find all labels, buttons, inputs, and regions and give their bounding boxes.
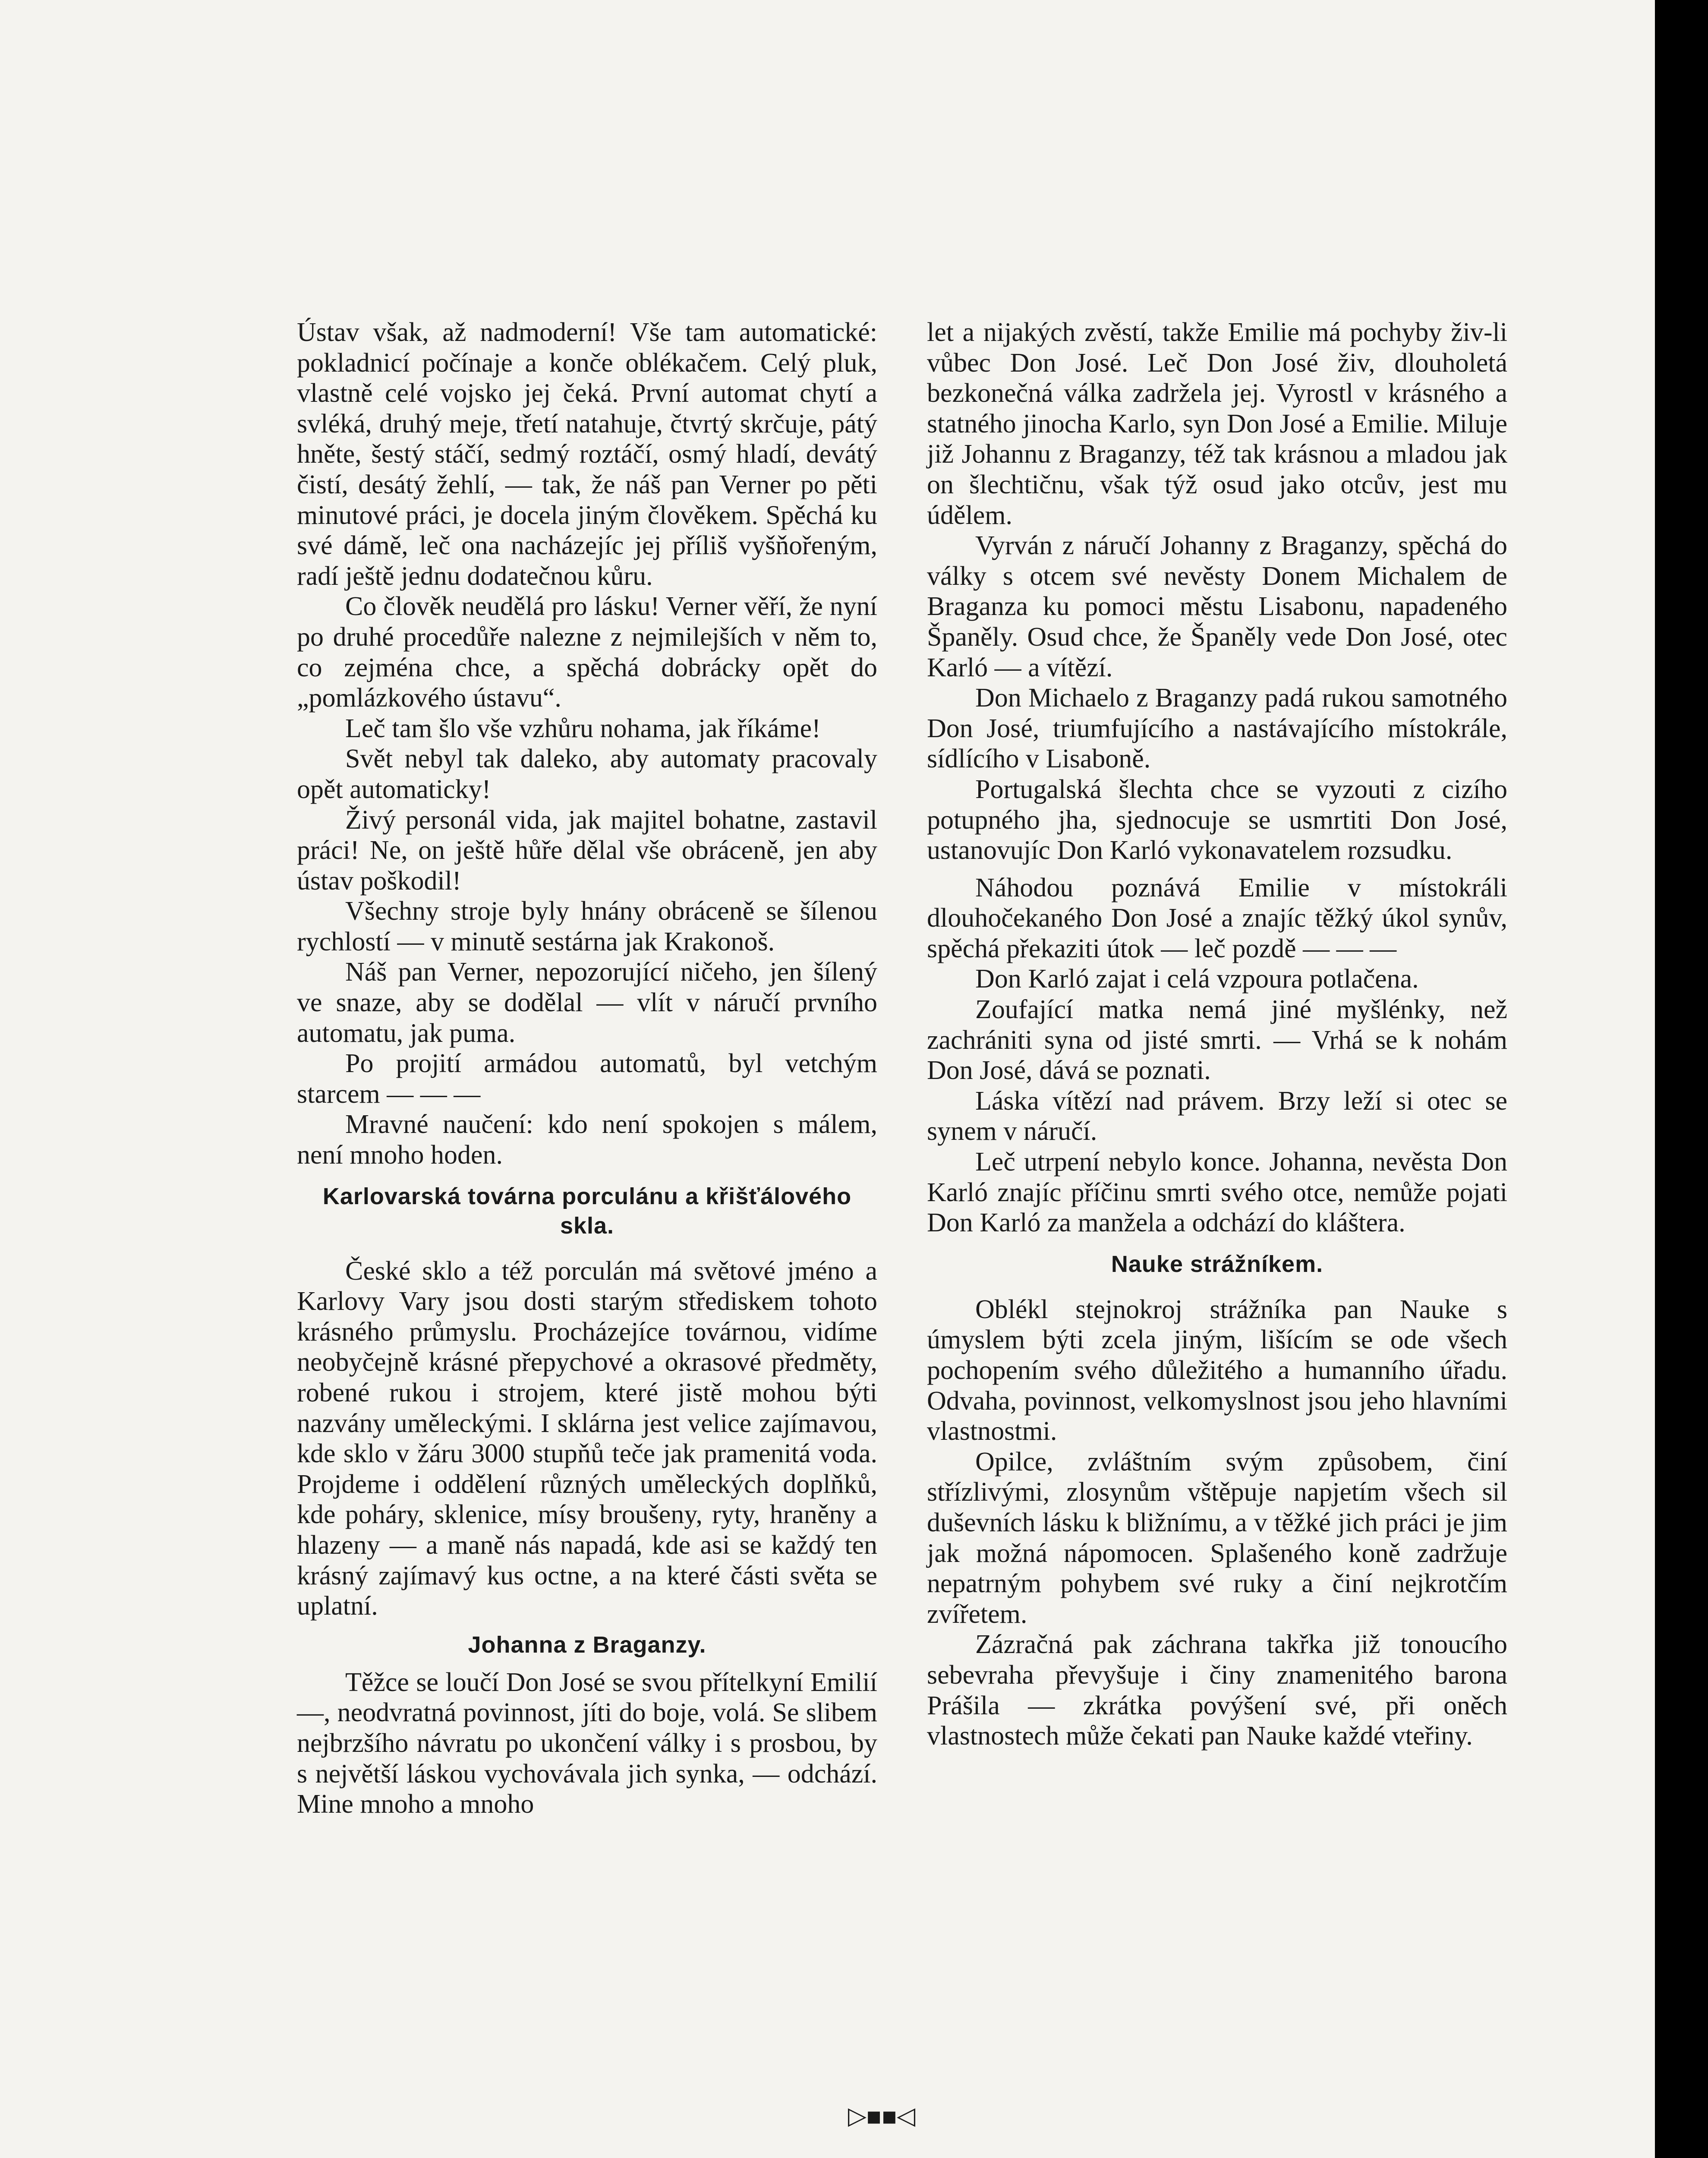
verner-paragraph-6: Všechny stroje byly hnány obráceně se šílenou rychlostí — v minutě sestárna jak Krakonoš. <box>297 896 877 956</box>
verner-paragraph-3: Leč tam šlo vše vzhůru nohama, jak říkáme! <box>345 713 821 743</box>
verner-paragraph-8: Po projití armádou automatů, byl vetchým starcem — — — <box>297 1049 877 1109</box>
johanna-paragraph-6: Náhodou poznává Emilie v místokráli dlouhočekaného Don José a znajíc těžký úkol synův, spěchá překaziti útok — leč pozdě — — — <box>927 873 1507 963</box>
right-column <box>927 317 1507 1751</box>
left-column <box>297 317 877 1820</box>
johanna-paragraph-10: Leč utrpení nebylo konce. Johanna, nevěsta Don Karló znajíc příčinu smrti svého otce, nemůže pojati Don Karló za manžela a odchází do kláštera. <box>927 1147 1507 1238</box>
johanna-paragraph-3: Vyrván z náručí Johanny z Braganzy, spěchá do války s otcem své nevěsty Donem Michalem de Braganza ku pomoci městu Lisabonu, napadeného Španěly. Osud chce, že Španěly vede Don José, otec Karló — a vítězí. <box>927 531 1507 682</box>
nauke-paragraph-1: Oblékl stejnokroj strážníka pan Nauke s úmyslem býti zcela jiným, lišícím se ode všech pochopením svého důležitého a humanního úřadu. Odvaha, povinnost, velkomyslnost jsou jeho hlavními vlastnostmi. <box>927 1294 1507 1446</box>
johanna-paragraph-7: Don Karló zajat i celá vzpoura potlačena. <box>975 964 1419 994</box>
heading-karlovarska-tovarna: Karlovarská továrna porculánu a křišťálového skla. <box>322 1183 852 1239</box>
end-ornament: ▷▪▪◁ <box>848 2102 915 2130</box>
johanna-paragraph-5: Portugalská šlechta chce se vyzouti z cizího potupného jha, sjednocuje se usmrtiti Don José, ustanovujíc Don Karló vykonavatelem rozsudku. <box>927 774 1507 865</box>
verner-moral: Mravné naučení: kdo není spokojen s málem, není mnoho hoden. <box>297 1110 877 1170</box>
scan-border <box>1655 0 1708 2158</box>
johanna-paragraph-2: let a nijakých zvěstí, takže Emilie má pochyby živ-li vůbec Don José. Leč Don José živ, dlouholetá bezkonečná válka zadržela jej. Vyrostl v krásného a statného jinocha Karlo, syn Don José a Emilie. Miluje již Johannu z Braganzy, též tak krásnou a mladou jak on šlechtičnu, však týž osud jako otcův, jest mu údělem. <box>927 318 1507 530</box>
nauke-paragraph-3: Zázračná pak záchrana takřka již tonoucího sebevraha převyšuje i činy znamenitého barona Prášila — zkrátka povýšení své, při oněch vlastnostech může čekati pan Nauke každé vteřiny. <box>927 1630 1507 1751</box>
verner-paragraph-5: Živý personál vida, jak majitel bohatne, zastavil práci! Ne, on ještě hůře dělal vše obráceně, jen aby ústav poškodil! <box>297 805 877 896</box>
karlovarska-paragraph: České sklo a též porculán má světové jméno a Karlovy Vary jsou dosti starým střediskem tohoto krásného průmyslu. Procházejíce továrnou, vidíme neobyčejně krásné přepychové a okrasové předměty, robené rukou i strojem, které jistě mohou býti nazvány uměleckými. I sklárna jest velice zajímavou, kde sklo v žáru 3000 stupňů teče jak pramenitá voda. Projdeme i oddělení různých uměleckých doplňků, kde poháry, sklenice, mísy broušeny, ryty, hraněny a hlazeny — a maně nás napadá, kde asi se každý ten krásný zajímavý kus octne, a na které části světa se uplatní. <box>297 1256 877 1621</box>
verner-paragraph-1: Ústav však, až nadmoderní! Vše tam automatické: pokladnicí počínaje a konče oblékačem. Celý pluk, vlastně celé vojsko jej čeká. První automat chytí a svléká, druhý meje, třetí natahuje, čtvrtý skrčuje, pátý hněte, šestý stáčí, sedmý roztáčí, osmý hladí, devátý čistí, desátý žehlí, — tak, že náš pan Verner po pěti minutové práci, je docela jiným člověkem. Spěchá ku své dámě, leč ona nacházejíc jej příliš vyšňořeným, radí ještě jednu dodatečnou kůru. <box>297 318 877 591</box>
verner-paragraph-4: Svět nebyl tak daleko, aby automaty pracovaly opět automaticky! <box>297 744 877 804</box>
johanna-paragraph-9: Láska vítězí nad právem. Brzy leží si otec se synem v náručí. <box>927 1086 1507 1146</box>
heading-nauke-straznikem: Nauke strážníkem. <box>1111 1251 1324 1277</box>
verner-paragraph-7: Náš pan Verner, nepozorující ničeho, jen šílený ve snaze, aby se dodělal — vlít v náručí prvního automatu, jak puma. <box>297 957 877 1048</box>
verner-paragraph-2: Co člověk neudělá pro lásku! Verner věří, že nyní po druhé procedůře nalezne z nejmilejších v něm to, co zejména chce, a spěchá dobrácky opět do „pomlázkového ústavu“. <box>297 592 877 713</box>
nauke-paragraph-2: Opilce, zvláštním svým způsobem, činí střízlivými, zlosynům vštěpuje napjetím všech sil duševních lásku k bližnímu, a v těžké jich práci je jim jak možná nápomocen. Splašeného koně zadržuje nepatrným pohybem své ruky a činí nejkrotčím zvířetem. <box>927 1447 1507 1629</box>
johanna-paragraph-8: Zoufající matka nemá jiné myšlénky, než zachrániti syna od jisté smrti. — Vrhá se k nohám Don José, dává se poznati. <box>927 995 1507 1085</box>
johanna-paragraph-1: Těžce se loučí Don José se svou přítelkyní Emilií —, neodvratná povinnost, jíti do boje, volá. Se slibem nejbrzšího návratu po ukončení války i s prosbou, by s největší láskou vychovávala jich synka, — odchází. Mine mnoho a mnoho <box>297 1667 877 1819</box>
johanna-paragraph-4: Don Michaelo z Braganzy padá rukou samotného Don José, triumfujícího a nastávajícího místokrále, sídlícího v Lisaboně. <box>927 683 1507 774</box>
heading-johanna-z-braganzy: Johanna z Braganzy. <box>468 1631 706 1658</box>
